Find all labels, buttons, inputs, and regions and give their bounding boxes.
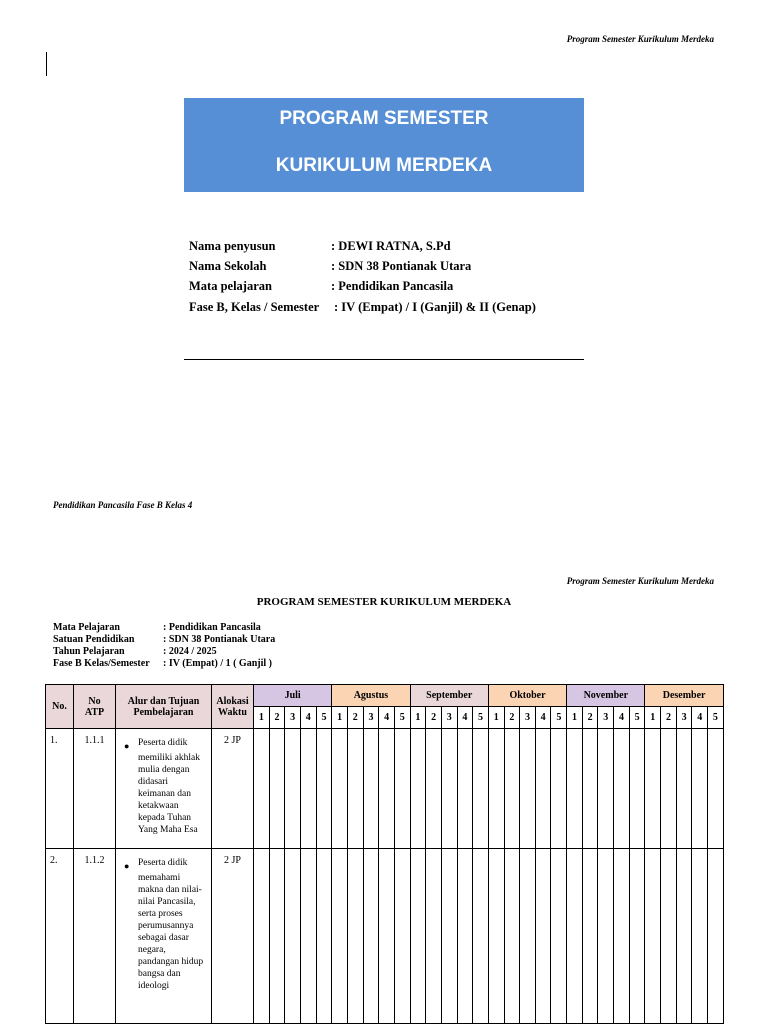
- week-cell[interactable]: [379, 849, 395, 1024]
- week-cell[interactable]: [426, 849, 442, 1024]
- header-alur-line1: Alur dan Tujuan: [127, 695, 200, 707]
- header-no-atp-line1: No: [88, 695, 101, 707]
- week-number: 1: [410, 707, 426, 729]
- bullet-icon: ●: [124, 741, 130, 751]
- week-number: 4: [535, 707, 551, 729]
- week-cell[interactable]: [269, 729, 285, 849]
- description-text: memiliki akhlak mulia dengan didasari keimanan dan ketakwaan kepada Tuhan Yang Maha Esa: [138, 753, 201, 835]
- meta-value: : SDN 38 Pontianak Utara: [163, 634, 276, 645]
- month-header-row: [46, 685, 724, 707]
- header-no: No.: [46, 685, 74, 729]
- schedule-table: [45, 684, 724, 1024]
- week-cell[interactable]: [332, 729, 348, 849]
- week-cell[interactable]: [488, 729, 504, 849]
- row-description: [116, 849, 212, 1024]
- meta-row: [53, 646, 217, 658]
- row-alokasi: 2 JP: [212, 849, 254, 1024]
- week-number: 4: [614, 707, 630, 729]
- week-number: 4: [379, 707, 395, 729]
- week-cell[interactable]: [582, 849, 598, 1024]
- row-atp: 1.1.2: [74, 849, 116, 1024]
- week-number: 5: [708, 707, 724, 729]
- week-cell[interactable]: [363, 729, 379, 849]
- info-label: Nama penyusun: [189, 239, 276, 253]
- week-cell[interactable]: [661, 849, 677, 1024]
- week-cell[interactable]: [347, 849, 363, 1024]
- cover-title-line1: PROGRAM SEMESTER: [279, 108, 489, 129]
- week-number: 3: [285, 707, 301, 729]
- info-row-mapel: [189, 279, 454, 294]
- week-cell[interactable]: [410, 849, 426, 1024]
- week-number: 4: [457, 707, 473, 729]
- row-atp: 1.1.1: [74, 729, 116, 849]
- table-row: [46, 729, 724, 849]
- row-no: 2.: [46, 849, 74, 1024]
- week-number: 5: [551, 707, 567, 729]
- week-number: 3: [363, 707, 379, 729]
- week-cell[interactable]: [254, 729, 270, 849]
- week-cell[interactable]: [614, 849, 630, 1024]
- week-cell[interactable]: [520, 849, 536, 1024]
- week-number: 3: [676, 707, 692, 729]
- week-cell[interactable]: [379, 729, 395, 849]
- row-description: [116, 729, 212, 849]
- week-cell[interactable]: [504, 729, 520, 849]
- week-number: 1: [332, 707, 348, 729]
- header-no-atp-line2: ATP: [84, 706, 105, 718]
- week-number: 1: [645, 707, 661, 729]
- week-cell[interactable]: [520, 729, 536, 849]
- cover-title-line2: KURIKULUM MERDEKA: [275, 155, 493, 176]
- week-cell[interactable]: [457, 849, 473, 1024]
- page-footer: Pendidikan Pancasila Fase B Kelas 4: [53, 500, 193, 510]
- description-first-line: Peserta didik: [138, 858, 188, 868]
- week-cell[interactable]: [598, 849, 614, 1024]
- week-cell[interactable]: [629, 849, 645, 1024]
- week-cell[interactable]: [473, 849, 489, 1024]
- week-cell[interactable]: [598, 729, 614, 849]
- week-cell[interactable]: [285, 729, 301, 849]
- week-cell[interactable]: [269, 849, 285, 1024]
- week-cell[interactable]: [332, 849, 348, 1024]
- month-header-desember: Desember: [645, 685, 723, 707]
- month-header-september: September: [410, 685, 488, 707]
- week-number: 2: [582, 707, 598, 729]
- header-alokasi-line1: Alokasi: [216, 695, 249, 707]
- month-header-november: November: [567, 685, 645, 707]
- week-cell[interactable]: [551, 849, 567, 1024]
- week-cell[interactable]: [316, 729, 332, 849]
- week-cell[interactable]: [285, 849, 301, 1024]
- week-cell[interactable]: [535, 729, 551, 849]
- week-cell[interactable]: [551, 729, 567, 849]
- week-cell[interactable]: [676, 729, 692, 849]
- week-cell[interactable]: [582, 729, 598, 849]
- bullet-icon: ●: [124, 861, 130, 871]
- week-cell[interactable]: [661, 729, 677, 849]
- header-alokasi-line2: Waktu: [218, 706, 247, 718]
- running-header-page2: Program Semester Kurikulum Merdeka: [566, 576, 714, 586]
- week-cell[interactable]: [473, 729, 489, 849]
- week-number: 3: [441, 707, 457, 729]
- week-cell[interactable]: [363, 849, 379, 1024]
- week-cell[interactable]: [708, 729, 724, 849]
- header-no-atp: [74, 685, 116, 729]
- week-cell[interactable]: [504, 849, 520, 1024]
- cover-title-box: [184, 98, 584, 192]
- meta-label: Mata Pelajaran: [53, 622, 120, 633]
- week-cell[interactable]: [692, 849, 708, 1024]
- week-number: 4: [300, 707, 316, 729]
- meta-row: [53, 622, 261, 634]
- week-number: 1: [488, 707, 504, 729]
- meta-value: : 2024 / 2025: [163, 646, 217, 657]
- table-row: [46, 849, 724, 1024]
- week-number: 5: [316, 707, 332, 729]
- header-alur-line2: Pembelajaran: [133, 706, 194, 718]
- week-number: 3: [598, 707, 614, 729]
- week-number: 2: [661, 707, 677, 729]
- info-label: Nama Sekolah: [189, 259, 267, 273]
- cover-divider: [184, 359, 584, 360]
- week-cell[interactable]: [410, 729, 426, 849]
- week-cell[interactable]: [300, 729, 316, 849]
- week-cell[interactable]: [567, 729, 583, 849]
- meta-row: [53, 634, 276, 646]
- month-header-oktober: Oktober: [488, 685, 566, 707]
- meta-label: Tahun Pelajaran: [53, 646, 125, 657]
- week-cell[interactable]: [488, 849, 504, 1024]
- info-label: Mata pelajaran: [189, 279, 272, 293]
- info-row-penyusun: [189, 239, 451, 254]
- meta-value: : IV (Empat) / 1 ( Ganjil ): [163, 658, 272, 669]
- week-cell[interactable]: [347, 729, 363, 849]
- week-cell[interactable]: [426, 729, 442, 849]
- week-cell[interactable]: [441, 849, 457, 1024]
- week-cell[interactable]: [300, 849, 316, 1024]
- week-cell[interactable]: [394, 729, 410, 849]
- week-cell[interactable]: [692, 729, 708, 849]
- week-number: 5: [394, 707, 410, 729]
- week-number: 2: [504, 707, 520, 729]
- week-number: 5: [473, 707, 489, 729]
- info-value: : DEWI RATNA, S.Pd: [331, 239, 451, 253]
- info-label: Fase B, Kelas / Semester: [189, 300, 320, 314]
- week-number: 1: [567, 707, 583, 729]
- week-cell[interactable]: [676, 849, 692, 1024]
- meta-row: [53, 658, 272, 670]
- text-cursor: [46, 52, 47, 76]
- week-number: 2: [426, 707, 442, 729]
- description-first-line: Peserta didik: [138, 738, 188, 748]
- week-cell[interactable]: [645, 849, 661, 1024]
- meta-label: Satuan Pendidikan: [53, 634, 135, 645]
- week-number: 5: [629, 707, 645, 729]
- week-cell[interactable]: [457, 729, 473, 849]
- week-cell[interactable]: [645, 729, 661, 849]
- info-row-fase: [189, 300, 536, 315]
- week-number: 2: [347, 707, 363, 729]
- week-cell[interactable]: [629, 729, 645, 849]
- info-value: : IV (Empat) / I (Ganjil) & II (Genap): [334, 300, 536, 314]
- month-header-juli: Juli: [254, 685, 332, 707]
- week-cell[interactable]: [441, 729, 457, 849]
- week-cell[interactable]: [567, 849, 583, 1024]
- info-value: : Pendidikan Pancasila: [331, 279, 454, 293]
- header-alokasi: [212, 685, 254, 729]
- month-header-agustus: Agustus: [332, 685, 410, 707]
- week-cell[interactable]: [394, 849, 410, 1024]
- meta-value: : Pendidikan Pancasila: [163, 622, 261, 633]
- week-cell[interactable]: [316, 849, 332, 1024]
- week-cell[interactable]: [614, 729, 630, 849]
- header-alur: [116, 685, 212, 729]
- week-cell[interactable]: [535, 849, 551, 1024]
- week-cell[interactable]: [254, 849, 270, 1024]
- week-number: 4: [692, 707, 708, 729]
- week-number: 1: [254, 707, 270, 729]
- week-number: 2: [269, 707, 285, 729]
- row-alokasi: 2 JP: [212, 729, 254, 849]
- week-number: 3: [520, 707, 536, 729]
- meta-label: Fase B Kelas/Semester: [53, 658, 150, 669]
- info-value: : SDN 38 Pontianak Utara: [331, 259, 472, 273]
- row-no: 1.: [46, 729, 74, 849]
- page2-title: PROGRAM SEMESTER KURIKULUM MERDEKA: [256, 596, 512, 608]
- running-header: Program Semester Kurikulum Merdeka: [566, 34, 714, 44]
- week-cell[interactable]: [708, 849, 724, 1024]
- description-text: memahami makna dan nilai-nilai Pancasila, serta proses perumusannya sebagai dasar negara, pandangan hidup bangsa dan ideologi: [138, 873, 204, 991]
- info-row-sekolah: [189, 259, 472, 274]
